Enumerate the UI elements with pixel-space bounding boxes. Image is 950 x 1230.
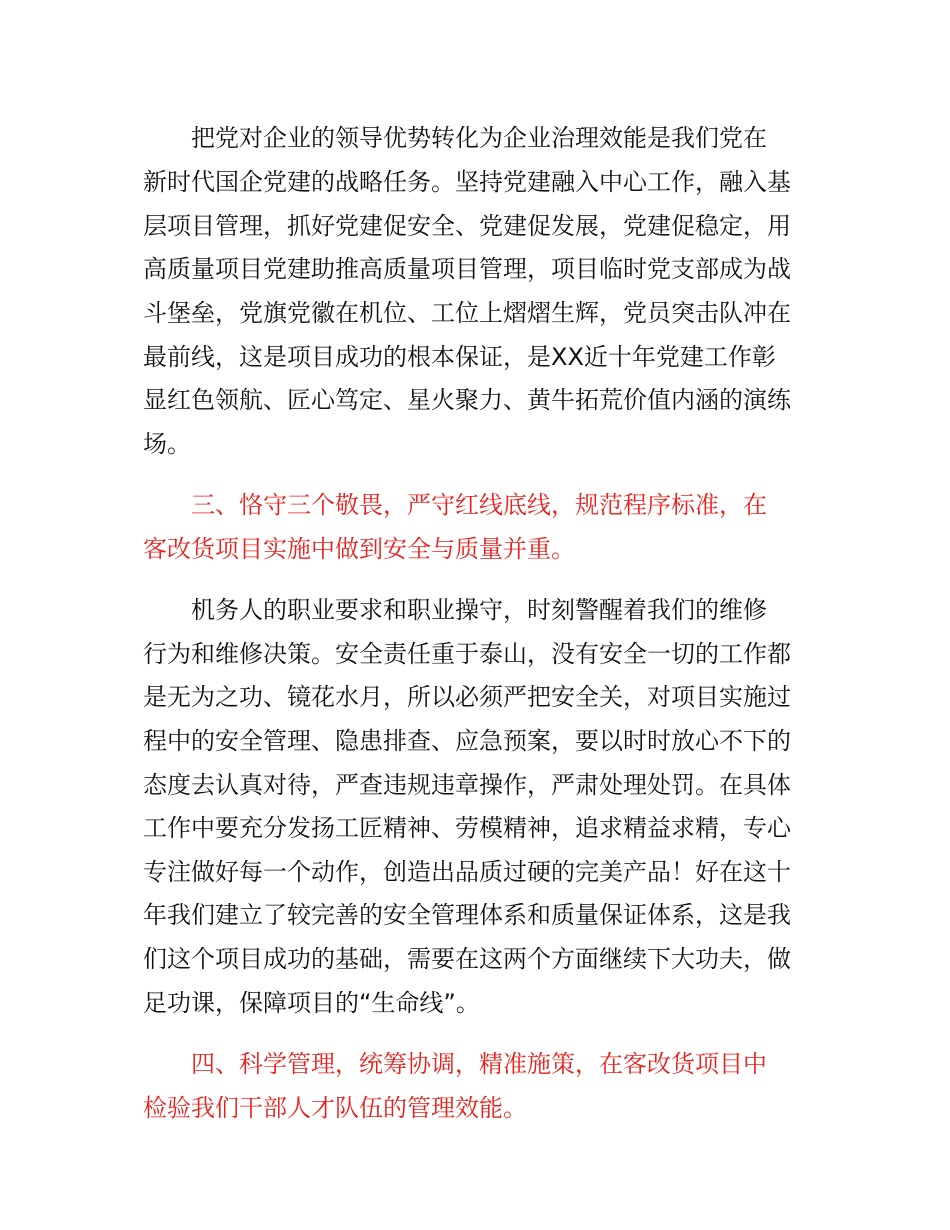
heading-line: 三、恪守三个敬畏，严守红线底线，规范程序标准，在 (191, 491, 767, 519)
paragraph-line: 把党对企业的领导优势转化为企业治理效能是我们党在 (191, 124, 767, 152)
paragraph-line: 显红色领航、匠心笃定、星火聚力、黄牛拓荒价值内涵的演练 (143, 386, 791, 414)
paragraph-line: 斗堡垒，党旗党徽在机位、工位上熠熠生辉，党员突击队冲在 (143, 299, 791, 327)
paragraph-line: 态度去认真对待，严查违规违章操作，严肃处理处罚。在具体 (143, 771, 791, 799)
paragraph-line: 年我们建立了较完善的安全管理体系和质量保证体系，这是我 (143, 901, 791, 929)
paragraph-line: 新时代国企党建的战略任务。坚持党建融入中心工作，融入基 (143, 168, 791, 196)
paragraph-line: 最前线，这是项目成功的根本保证，是XX近十年党建工作彰 (143, 343, 776, 371)
paragraph-line: 们这个项目成功的基础，需要在这两个方面继续下大功夫，做 (143, 945, 791, 973)
paragraph-line: 行为和维修决策。安全责任重于泰山，没有安全一切的工作都 (143, 640, 791, 668)
paragraph-line: 足功课，保障项目的“生命线”。 (143, 989, 480, 1017)
paragraph-line: 层项目管理，抓好党建促安全、党建促发展，党建促稳定，用 (143, 212, 791, 240)
paragraph-line: 是无为之功、镜花水月，所以必须严把安全关，对项目实施过 (143, 683, 791, 711)
paragraph-line: 机务人的职业要求和职业操守，时刻警醒着我们的维修 (191, 596, 767, 624)
paragraph-line: 程中的安全管理、隐患排查、应急预案，要以时时放心不下的 (143, 727, 791, 755)
paragraph-line: 场。 (143, 430, 191, 458)
paragraph-line: 工作中要充分发扬工匠精神、劳模精神，追求精益求精，专心 (143, 814, 791, 842)
paragraph-line: 高质量项目党建助推高质量项目管理，项目临时党支部成为战 (143, 255, 791, 283)
heading-line: 检验我们干部人才队伍的管理效能。 (143, 1094, 527, 1122)
heading-line: 四、科学管理，统筹协调，精准施策，在客改货项目中 (191, 1050, 767, 1078)
heading-line: 客改货项目实施中做到安全与质量并重。 (143, 535, 575, 563)
paragraph-line: 专注做好每一个动作，创造出品质过硬的完美产品！好在这十 (143, 858, 791, 886)
